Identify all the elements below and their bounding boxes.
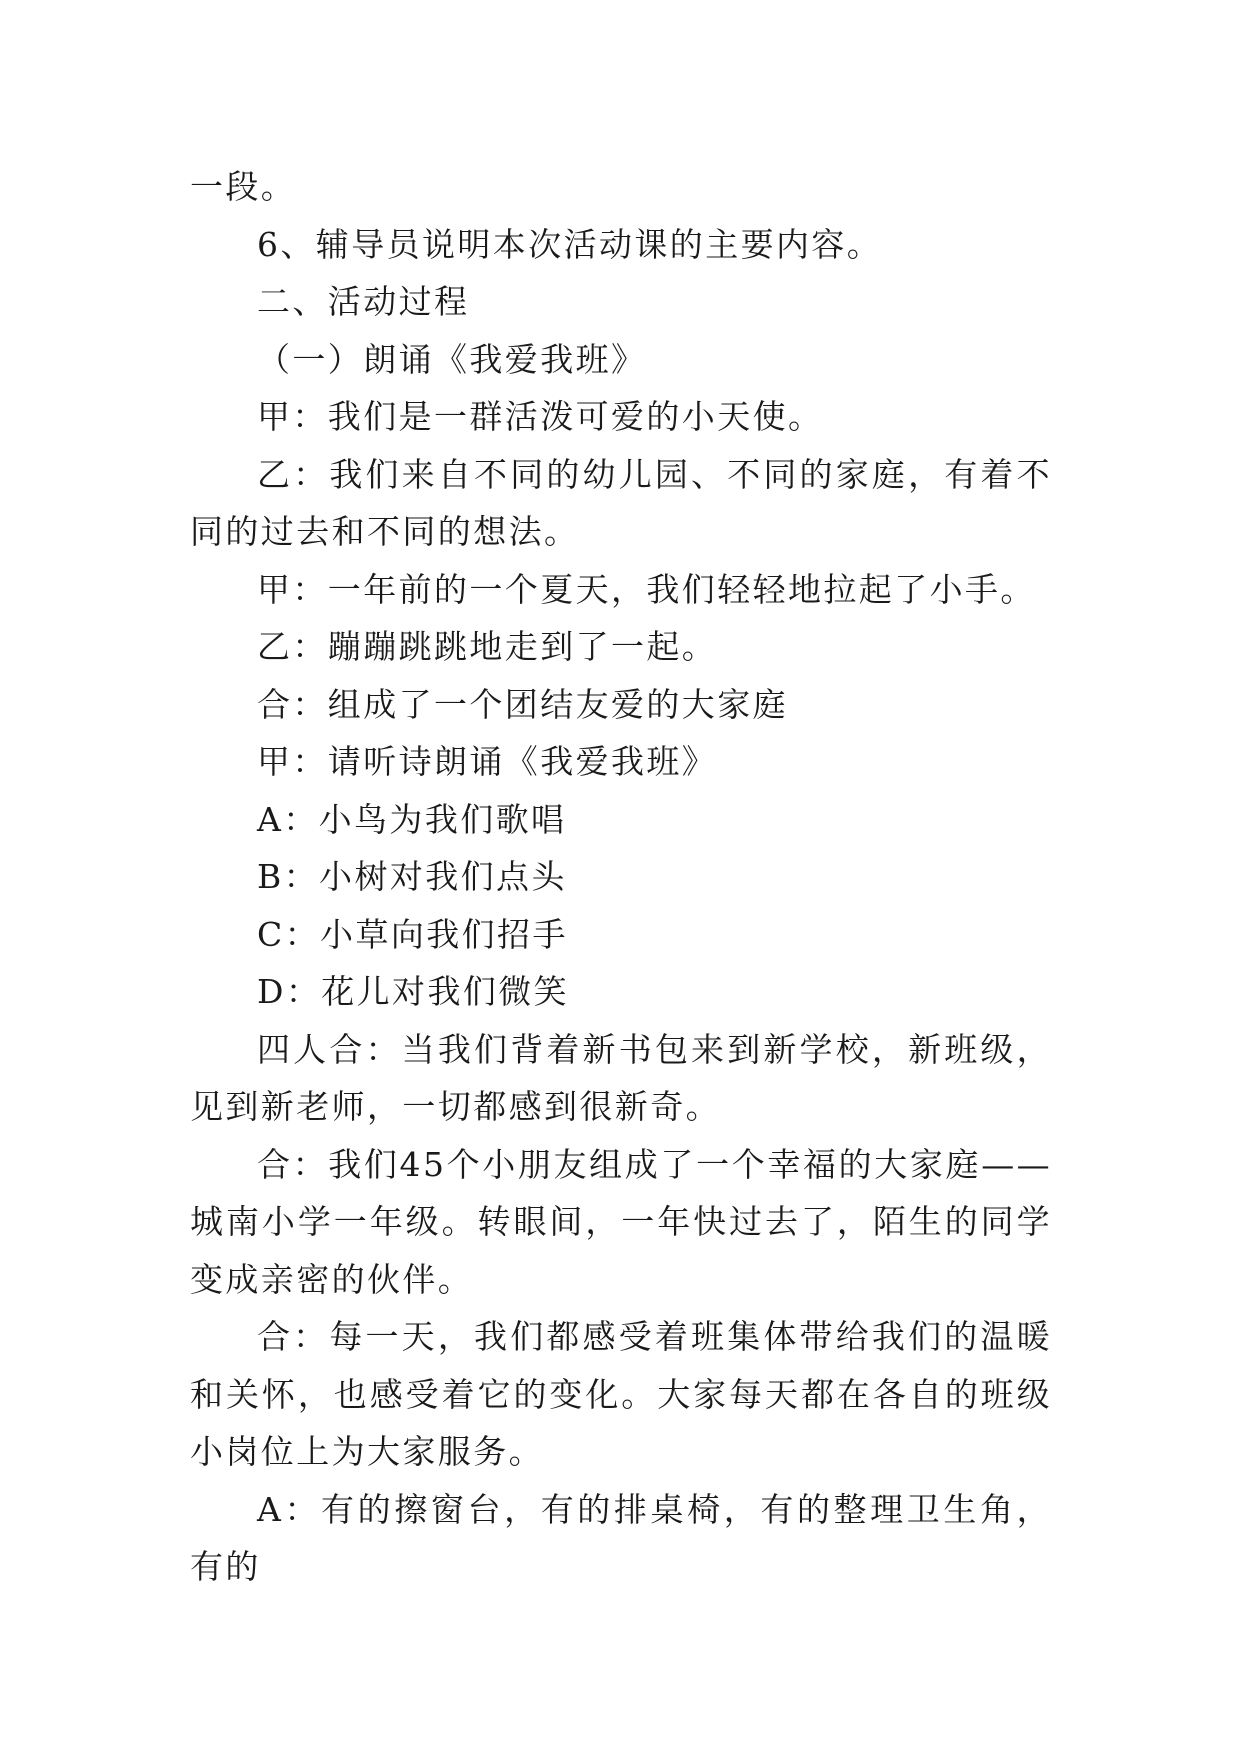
paragraph: 甲：请听诗朗诵《我爱我班》 — [257, 742, 718, 781]
paragraph: C：小草向我们招手 — [257, 914, 568, 954]
paragraph: 乙：蹦蹦跳跳地走到了一起。 — [257, 627, 718, 666]
document-page — [190, 158, 1052, 1596]
paragraph: 合：组成了一个团结友爱的大家庭 — [257, 684, 788, 724]
subsection-heading: （一）朗诵《我爱我班》 — [257, 339, 647, 379]
paragraph: 甲：我们是一群活泼可爱的小天使。 — [257, 397, 824, 436]
paragraph: A：有的擦窗台，有的排桌椅，有的整理卫生角，有的 — [190, 1489, 1052, 1586]
paragraph: A：小鸟为我们歌唱 — [257, 799, 567, 839]
paragraph: 合：每一天，我们都感受着班集体带给我们的温暖和关怀，也感受着它的变化。大家每天都在各自的班级小岗位上为大家服务。 — [190, 1317, 1052, 1471]
paragraph: 甲：一年前的一个夏天，我们轻轻地拉起了小手。 — [257, 569, 1036, 609]
section-heading: 二、活动过程 — [257, 282, 470, 321]
paragraph: 一段。 — [190, 167, 297, 206]
paragraph: 6、辅导员说明本次活动课的主要内容。 — [257, 224, 883, 264]
paragraph: 四人合：当我们背着新书包来到新学校，新班级，见到新老师，一切都感到很新奇。 — [190, 1029, 1052, 1126]
paragraph: B：小树对我们点头 — [257, 857, 567, 896]
paragraph: 合：我们45个小朋友组成了一个幸福的大家庭——城南小学一年级。转眼间，一年快过去了，陌生的同学变成亲密的伙伴。 — [190, 1144, 1052, 1299]
paragraph: D：花儿对我们微笑 — [257, 972, 570, 1011]
paragraph: 乙：我们来自不同的幼儿园、不同的家庭，有着不同的过去和不同的想法。 — [190, 454, 1052, 551]
